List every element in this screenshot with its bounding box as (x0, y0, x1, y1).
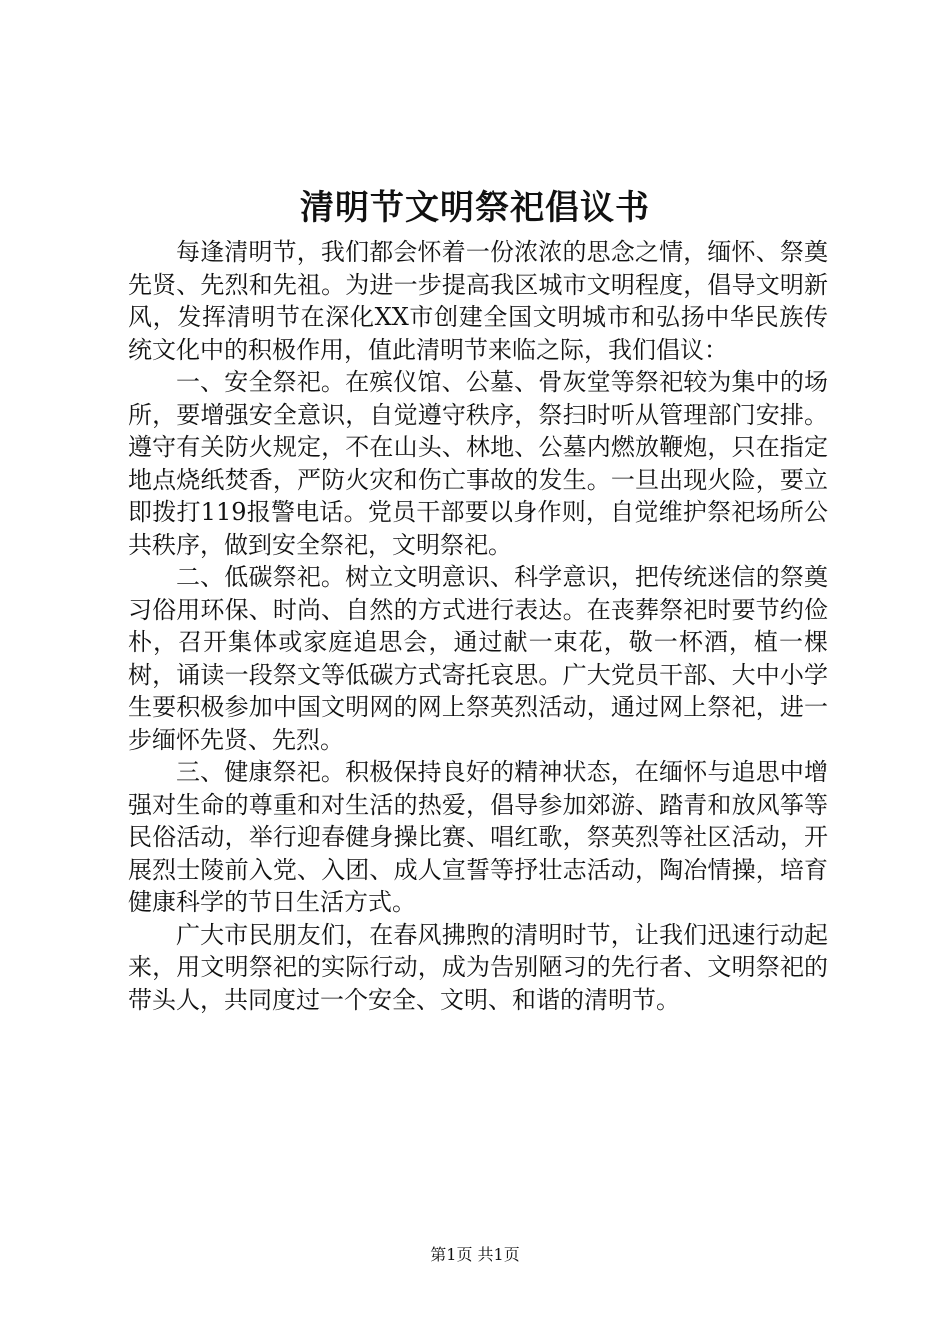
paragraph-closing: 广大市民朋友们，在春风拂煦的清明时节，让我们迅速行动起来，用文明祭祀的实际行动，成为告别陋习的先行者、文明祭祀的带头人，共同度过一个安全、文明、和谐的清明节。 (128, 920, 828, 1014)
paragraph-low-carbon-sacrifice: 二、低碳祭祀。树立文明意识、科学意识，把传统迷信的祭奠习俗用环保、时尚、自然的方式进行表达。在丧葬祭祀时要节约俭朴，召开集体或家庭追思会，通过献一束花，敬一杯酒，植一棵树，诵读一段祭文等低碳方式寄托哀思。广大党员干部、大中小学生要积极参加中国文明网的网上祭英烈活动，通过网上祭祀，进一步缅怀先贤、先烈。 (128, 563, 828, 754)
document-title: 清明节文明祭祀倡议书 (300, 188, 650, 228)
paragraph-healthy-sacrifice: 三、健康祭祀。积极保持良好的精神状态，在缅怀与追思中增强对生命的尊重和对生活的热爱，倡导参加郊游、踏青和放风筝等民俗活动，举行迎春健身操比赛、唱红歌，祭英烈等社区活动，开展烈士陵前入党、入团、成人宣誓等抒壮志活动，陶冶情操，培育健康科学的节日生活方式。 (128, 758, 828, 916)
page-number-footer: 第1页 共1页 (430, 1245, 520, 1264)
document-body (128, 236, 828, 1016)
paragraph-safe-sacrifice: 一、安全祭祀。在殡仪馆、公墓、骨灰堂等祭祀较为集中的场所，要增强安全意识，自觉遵守秩序，祭扫时听从管理部门安排。遵守有关防火规定，不在山头、林地、公墓内燃放鞭炮，只在指定地点烧纸焚香，严防火灾和伤亡事故的发生。一旦出现火险，要立即拨打119报警电话。党员干部要以身作则，自觉维护祭祀场所公共秩序，做到安全祭祀，文明祭祀。 (128, 368, 828, 559)
paragraph-intro: 每逢清明节，我们都会怀着一份浓浓的思念之情，缅怀、祭奠先贤、先烈和先祖。为进一步提高我区城市文明程度，倡导文明新风，发挥清明节在深化XX市创建全国文明城市和弘扬中华民族传统文化中的积极作用，值此清明节来临之际，我们倡议： (128, 238, 828, 364)
